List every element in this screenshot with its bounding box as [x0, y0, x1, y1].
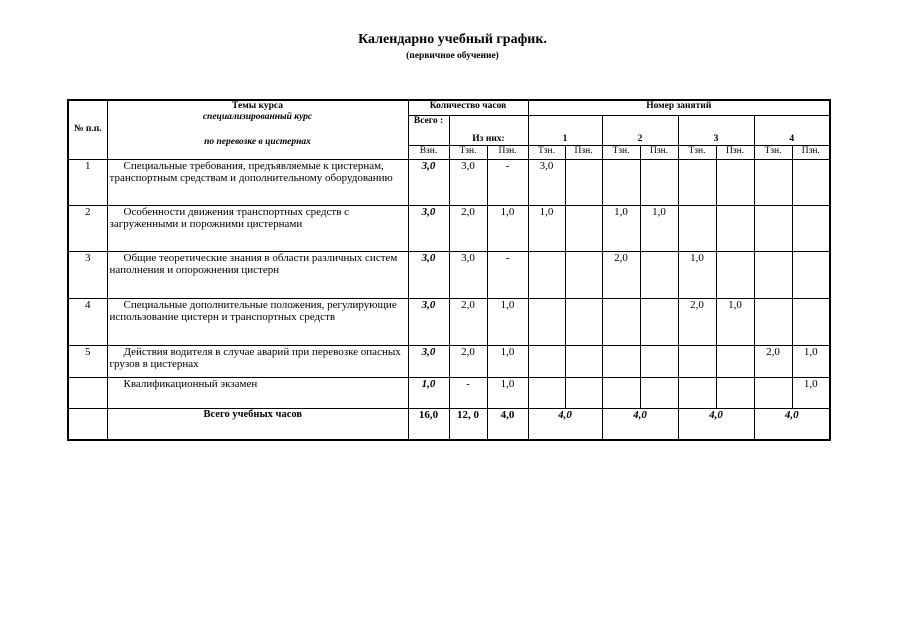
row-vzn: 3,0: [408, 159, 449, 205]
row-lesson-cell: [565, 345, 602, 377]
of-them-header: Из них:: [449, 115, 528, 145]
row-lesson-cell: 1,0: [528, 205, 565, 251]
row-lesson-cell: [792, 298, 830, 345]
row-lesson-cell: [754, 298, 792, 345]
lesson-2-tzn-header: Тзн.: [602, 145, 640, 159]
row-lesson-cell: [640, 251, 678, 298]
row-lesson-cell: [528, 377, 565, 408]
total-lesson-3: 4,0: [678, 408, 754, 440]
row-num: 3: [68, 251, 107, 298]
row-pzn: 1,0: [487, 377, 528, 408]
row-lesson-cell: 2,0: [602, 251, 640, 298]
row-num: [68, 377, 107, 408]
row-lesson-cell: [602, 298, 640, 345]
row-lesson-cell: [678, 345, 716, 377]
row-lesson-cell: [565, 298, 602, 345]
row-pzn: 1,0: [487, 298, 528, 345]
row-lesson-cell: [640, 377, 678, 408]
row-lesson-cell: [640, 345, 678, 377]
row-pzn: -: [487, 251, 528, 298]
lesson-3-pzn-header: Пзн.: [716, 145, 754, 159]
pzn-header: Пзн.: [487, 145, 528, 159]
row-lesson-cell: [640, 159, 678, 205]
topics-header-line2: специализированный курс: [202, 111, 313, 122]
lesson-3-tzn-header: Тзн.: [678, 145, 716, 159]
lesson-1-pzn-header: Пзн.: [565, 145, 602, 159]
total-pzn: 4,0: [487, 408, 528, 440]
row-lesson-cell: [716, 159, 754, 205]
total-num-cell: [68, 408, 107, 440]
lesson-4-tzn-header: Тзн.: [754, 145, 792, 159]
row-lesson-cell: [716, 345, 754, 377]
row-num: 1: [68, 159, 107, 205]
row-topic: Специальные требования, предъявляемые к цистернам, транспортным средствам и дополнительному оборудованию: [107, 159, 408, 205]
row-topic: Квалификационный экзамен: [107, 377, 408, 408]
total-lesson-4: 4,0: [754, 408, 830, 440]
lesson-2-header: 2: [602, 115, 678, 145]
row-lesson-cell: [678, 205, 716, 251]
row-vzn: 1,0: [408, 377, 449, 408]
row-lesson-cell: 1,0: [792, 345, 830, 377]
row-pzn: 1,0: [487, 345, 528, 377]
topics-header-line3: по перевозке в цистернах: [204, 136, 311, 147]
page-subtitle: (первичное обучение): [406, 51, 499, 61]
row-vzn: 3,0: [408, 298, 449, 345]
table-row: [68, 205, 830, 251]
total-label: Всего учебных часов: [107, 408, 408, 440]
row-tzn: 2,0: [449, 205, 487, 251]
tzn-header: Тзн.: [449, 145, 487, 159]
total-row: [68, 408, 830, 440]
row-lesson-cell: [792, 205, 830, 251]
row-lesson-cell: [528, 345, 565, 377]
row-lesson-cell: 3,0: [528, 159, 565, 205]
row-lesson-cell: [754, 377, 792, 408]
page-title: Календарно учебный график.: [358, 32, 547, 47]
row-lesson-cell: [565, 159, 602, 205]
row-lesson-cell: [678, 377, 716, 408]
col-num-header: № п.п.: [68, 100, 107, 159]
row-lesson-cell: 1,0: [678, 251, 716, 298]
row-topic: Общие теоретические знания в области различных систем наполнения и опорожнения цистерн: [107, 251, 408, 298]
row-lesson-cell: [716, 205, 754, 251]
lesson-1-tzn-header: Тзн.: [528, 145, 565, 159]
topics-header-line1: Темы курса: [232, 101, 283, 111]
row-lesson-cell: 1,0: [792, 377, 830, 408]
row-lesson-cell: [602, 159, 640, 205]
total-lesson-2: 4,0: [602, 408, 678, 440]
table-row: [68, 345, 830, 377]
lesson-1-header: 1: [528, 115, 602, 145]
row-vzn: 3,0: [408, 345, 449, 377]
row-lesson-cell: [792, 159, 830, 205]
row-num: 5: [68, 345, 107, 377]
total-vzn: 16,0: [408, 408, 449, 440]
row-vzn: 3,0: [408, 205, 449, 251]
row-lesson-cell: [528, 251, 565, 298]
table-row: [68, 251, 830, 298]
row-lesson-cell: [754, 159, 792, 205]
row-lesson-cell: 2,0: [754, 345, 792, 377]
row-lesson-cell: [640, 298, 678, 345]
table-row: [68, 159, 830, 205]
row-topic: Действия водителя в случае аварий при перевозке опасных грузов в цистернах: [107, 345, 408, 377]
row-vzn: 3,0: [408, 251, 449, 298]
lesson-4-header: 4: [754, 115, 830, 145]
row-lesson-cell: 1,0: [716, 298, 754, 345]
row-lesson-cell: [716, 251, 754, 298]
row-lesson-cell: 2,0: [678, 298, 716, 345]
row-tzn: 3,0: [449, 251, 487, 298]
total-hours-header: Всего :: [408, 115, 449, 145]
vzn-header: Взн.: [408, 145, 449, 159]
row-lesson-cell: [565, 205, 602, 251]
row-tzn: 3,0: [449, 159, 487, 205]
table-row: [68, 377, 830, 408]
row-num: 2: [68, 205, 107, 251]
row-lesson-cell: [754, 251, 792, 298]
table-row: [68, 298, 830, 345]
row-num: 4: [68, 298, 107, 345]
total-tzn: 12, 0: [449, 408, 487, 440]
row-tzn: 2,0: [449, 298, 487, 345]
row-lesson-cell: 1,0: [640, 205, 678, 251]
row-tzn: -: [449, 377, 487, 408]
row-lesson-cell: [565, 251, 602, 298]
row-lesson-cell: [602, 377, 640, 408]
row-lesson-cell: [565, 377, 602, 408]
row-lesson-cell: [678, 159, 716, 205]
total-lesson-1: 4,0: [528, 408, 602, 440]
lesson-4-pzn-header: Пзн.: [792, 145, 830, 159]
row-pzn: 1,0: [487, 205, 528, 251]
lesson-3-header: 3: [678, 115, 754, 145]
header-row-1: [68, 100, 830, 115]
row-lesson-cell: [792, 251, 830, 298]
lessons-header: Номер занятий: [528, 100, 830, 115]
schedule-table: [67, 99, 831, 441]
row-topic: Специальные дополнительные положения, регулирующие использование цистерн и транспортных средств: [107, 298, 408, 345]
row-lesson-cell: 1,0: [602, 205, 640, 251]
row-lesson-cell: [602, 345, 640, 377]
hours-header: Количество часов: [408, 100, 528, 115]
row-lesson-cell: [754, 205, 792, 251]
topics-header: [107, 100, 408, 159]
row-lesson-cell: [716, 377, 754, 408]
row-tzn: 2,0: [449, 345, 487, 377]
row-pzn: -: [487, 159, 528, 205]
row-topic: Особенности движения транспортных средств с загруженными и порожними цистернами: [107, 205, 408, 251]
row-lesson-cell: [528, 298, 565, 345]
lesson-2-pzn-header: Пзн.: [640, 145, 678, 159]
